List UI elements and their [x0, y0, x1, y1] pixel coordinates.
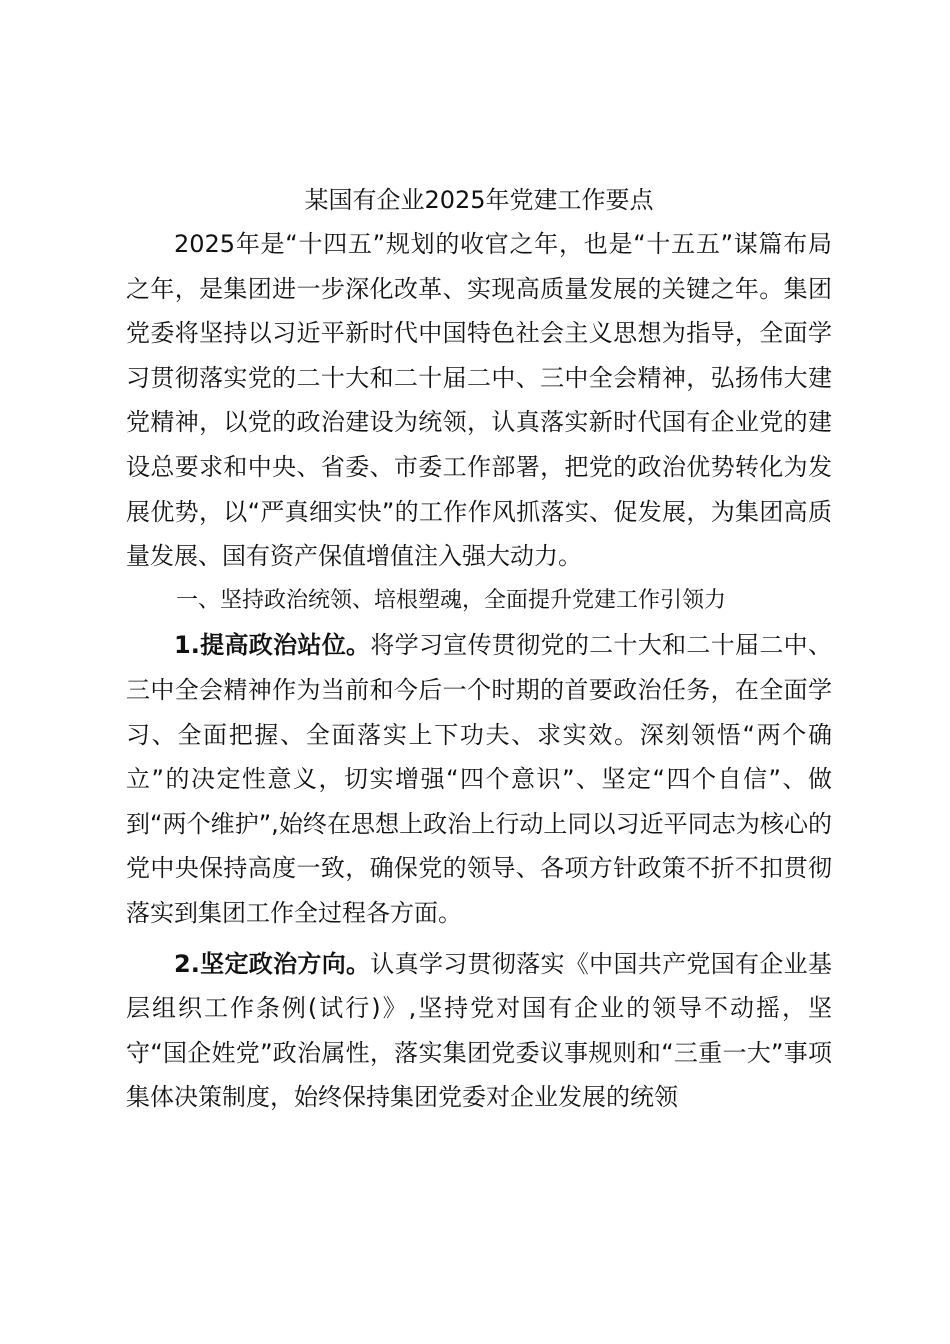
- item-2-paragraph: [126, 942, 832, 1120]
- item-1-paragraph: [126, 623, 832, 935]
- item-1-lead: 1.提高政治站位。: [174, 631, 371, 660]
- item-2-body: 认真学习贯彻落实《中国共产党国有企业基层组织工作条例(试行)》,坚持党对国有企业的领导不动摇，坚守“国企姓党”政治属性，落实集团党委议事规则和“三重一大”事项集体决策制度，始终保持集团党委对企业发展的统领: [126, 949, 832, 1112]
- intro-paragraph: 2025年是“十四五”规划的收官之年，也是“十五五”谋篇布局之年，是集团进一步深化改革、实现高质量发展的关键之年。集团党委将坚持以习近平新时代中国特色社会主义思想为指导，全面学习贯彻落实党的二十大和二十届二中、三中全会精神，弘扬伟大建党精神，以党的政治建设为统领，认真落实新时代国有企业党的建设总要求和中央、省委、市委工作部署，把党的政治优势转化为发展优势，以“严真细实快”的工作作风抓落实、促发展，为集团高质量发展、国有资产保值增值注入强大动力。: [126, 230, 832, 571]
- document-page: [126, 178, 832, 1120]
- document-title: 某国有企业2025年党建工作要点: [304, 186, 654, 214]
- item-2-lead: 2.坚定政治方向。: [174, 949, 371, 978]
- section-heading-1: 一、坚持政治统领、培根塑魂，全面提升党建工作引领力: [176, 587, 727, 613]
- item-1-body: 将学习宣传贯彻党的二十大和二十届二中、三中全会精神作为当前和今后一个时期的首要政治任务，在全面学习、全面把握、全面落实上下功夫、求实效。深刻领悟“两个确立”的决定性意义，切实增强“四个意识”、坚定“四个自信”、做到“两个维护”,始终在思想上政治上行动上同以习近平同志为核心的党中央保持高度一致，确保党的领导、各项方针政策不折不扣贯彻落实到集团工作全过程各方面。: [126, 631, 832, 927]
